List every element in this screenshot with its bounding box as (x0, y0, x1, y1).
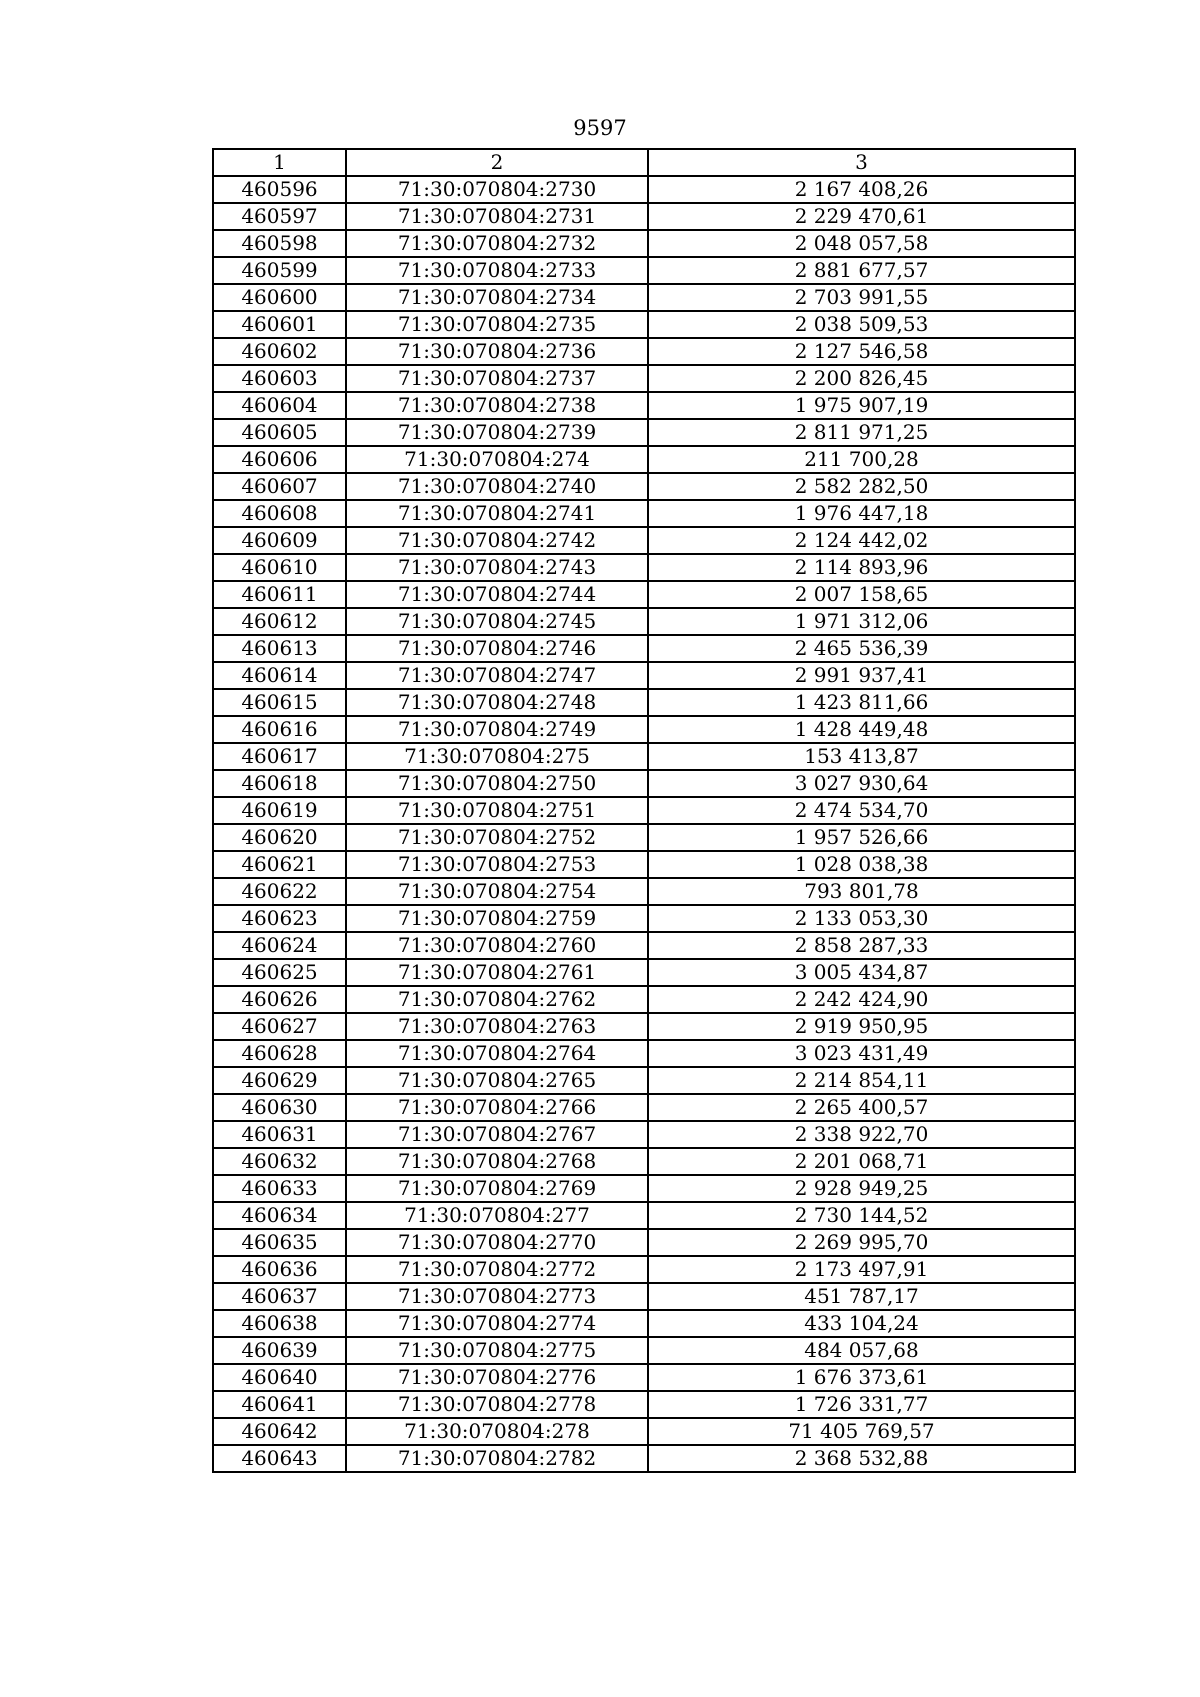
row-number-cell: 460609 (213, 527, 346, 554)
cadastral-value-cell: 1 676 373,61 (648, 1364, 1075, 1391)
table-row (213, 1418, 1075, 1445)
row-number-cell: 460605 (213, 419, 346, 446)
table-row (213, 1310, 1075, 1337)
row-number-cell: 460612 (213, 608, 346, 635)
row-number-cell: 460610 (213, 554, 346, 581)
cadastral-number-cell: 71:30:070804:2737 (346, 365, 648, 392)
row-number-cell: 460619 (213, 797, 346, 824)
row-number-cell: 460642 (213, 1418, 346, 1445)
cadastral-value-cell: 2 881 677,57 (648, 257, 1075, 284)
row-number-cell: 460637 (213, 1283, 346, 1310)
row-number-cell: 460598 (213, 230, 346, 257)
row-number-cell: 460615 (213, 689, 346, 716)
cadastral-number-cell: 71:30:070804:2761 (346, 959, 648, 986)
cadastral-value-cell: 2 265 400,57 (648, 1094, 1075, 1121)
table-row (213, 1337, 1075, 1364)
table-row (213, 716, 1075, 743)
cadastral-number-cell: 71:30:070804:2750 (346, 770, 648, 797)
table-row (213, 1256, 1075, 1283)
cadastral-value-cell: 433 104,24 (648, 1310, 1075, 1337)
row-number-cell: 460624 (213, 932, 346, 959)
cadastral-value-cell: 2 114 893,96 (648, 554, 1075, 581)
row-number-cell: 460632 (213, 1148, 346, 1175)
table-row (213, 1202, 1075, 1229)
cadastral-value-cell: 2 991 937,41 (648, 662, 1075, 689)
cadastral-number-cell: 71:30:070804:2738 (346, 392, 648, 419)
cadastral-value-cell: 793 801,78 (648, 878, 1075, 905)
cadastral-number-cell: 71:30:070804:2730 (346, 176, 648, 203)
cadastral-value-cell: 451 787,17 (648, 1283, 1075, 1310)
row-number-cell: 460629 (213, 1067, 346, 1094)
row-number-cell: 460643 (213, 1445, 346, 1472)
table-row (213, 662, 1075, 689)
cadastral-number-cell: 71:30:070804:274 (346, 446, 648, 473)
row-number-cell: 460596 (213, 176, 346, 203)
row-number-cell: 460597 (213, 203, 346, 230)
cadastral-value-cell: 2 582 282,50 (648, 473, 1075, 500)
cadastral-number-cell: 71:30:070804:2763 (346, 1013, 648, 1040)
row-number-cell: 460606 (213, 446, 346, 473)
table-row (213, 257, 1075, 284)
table-body (213, 149, 1075, 1472)
row-number-cell: 460614 (213, 662, 346, 689)
row-number-cell: 460622 (213, 878, 346, 905)
table-row (213, 1283, 1075, 1310)
table-row (213, 1067, 1075, 1094)
table-row (213, 176, 1075, 203)
table-row (213, 770, 1075, 797)
cadastral-number-cell: 71:30:070804:2765 (346, 1067, 648, 1094)
table-row (213, 743, 1075, 770)
row-number-cell: 460631 (213, 1121, 346, 1148)
cadastral-number-cell: 71:30:070804:277 (346, 1202, 648, 1229)
cadastral-number-cell: 71:30:070804:2745 (346, 608, 648, 635)
table-row (213, 1445, 1075, 1472)
cadastral-number-cell: 71:30:070804:2782 (346, 1445, 648, 1472)
table-header-row (213, 149, 1075, 176)
row-number-cell: 460608 (213, 500, 346, 527)
table-row (213, 203, 1075, 230)
table-row (213, 554, 1075, 581)
row-number-cell: 460638 (213, 1310, 346, 1337)
cadastral-number-cell: 71:30:070804:2739 (346, 419, 648, 446)
table-row (213, 797, 1075, 824)
cadastral-value-cell: 2 465 536,39 (648, 635, 1075, 662)
cadastral-number-cell: 71:30:070804:2731 (346, 203, 648, 230)
table-row (213, 527, 1075, 554)
table-row (213, 1040, 1075, 1067)
cadastral-number-cell: 71:30:070804:2752 (346, 824, 648, 851)
table-row (213, 230, 1075, 257)
cadastral-value-cell: 2 703 991,55 (648, 284, 1075, 311)
cadastral-value-cell: 2 038 509,53 (648, 311, 1075, 338)
cadastral-value-table (212, 148, 1076, 1473)
cadastral-number-cell: 71:30:070804:2734 (346, 284, 648, 311)
cadastral-number-cell: 71:30:070804:2773 (346, 1283, 648, 1310)
cadastral-number-cell: 71:30:070804:2748 (346, 689, 648, 716)
table-row (213, 581, 1075, 608)
cadastral-number-cell: 71:30:070804:2766 (346, 1094, 648, 1121)
cadastral-value-cell: 153 413,87 (648, 743, 1075, 770)
cadastral-value-cell: 1 726 331,77 (648, 1391, 1075, 1418)
cadastral-value-cell: 2 173 497,91 (648, 1256, 1075, 1283)
page-number: 9597 (573, 116, 627, 140)
cadastral-number-cell: 71:30:070804:2774 (346, 1310, 648, 1337)
table-row (213, 1175, 1075, 1202)
cadastral-number-cell: 71:30:070804:2776 (346, 1364, 648, 1391)
table-row (213, 932, 1075, 959)
cadastral-value-cell: 2 048 057,58 (648, 230, 1075, 257)
cadastral-value-cell: 1 028 038,38 (648, 851, 1075, 878)
table-row (213, 1094, 1075, 1121)
cadastral-value-cell: 2 229 470,61 (648, 203, 1075, 230)
row-number-cell: 460617 (213, 743, 346, 770)
row-number-cell: 460630 (213, 1094, 346, 1121)
row-number-cell: 460620 (213, 824, 346, 851)
row-number-cell: 460626 (213, 986, 346, 1013)
cadastral-number-cell: 71:30:070804:2743 (346, 554, 648, 581)
cadastral-value-cell: 1 975 907,19 (648, 392, 1075, 419)
cadastral-number-cell: 71:30:070804:2775 (346, 1337, 648, 1364)
table-row (213, 878, 1075, 905)
row-number-cell: 460636 (213, 1256, 346, 1283)
row-number-cell: 460611 (213, 581, 346, 608)
table-row (213, 1148, 1075, 1175)
cadastral-number-cell: 71:30:070804:2767 (346, 1121, 648, 1148)
table-row (213, 1013, 1075, 1040)
cadastral-number-cell: 71:30:070804:2768 (346, 1148, 648, 1175)
table-row (213, 446, 1075, 473)
cadastral-number-cell: 71:30:070804:2753 (346, 851, 648, 878)
table-row (213, 959, 1075, 986)
cadastral-value-cell: 1 423 811,66 (648, 689, 1075, 716)
table-row (213, 905, 1075, 932)
cadastral-value-cell: 2 201 068,71 (648, 1148, 1075, 1175)
cadastral-value-cell: 2 242 424,90 (648, 986, 1075, 1013)
cadastral-number-cell: 71:30:070804:275 (346, 743, 648, 770)
row-number-cell: 460616 (213, 716, 346, 743)
cadastral-value-cell: 2 124 442,02 (648, 527, 1075, 554)
cadastral-number-cell: 71:30:070804:2735 (346, 311, 648, 338)
cadastral-number-cell: 71:30:070804:2746 (346, 635, 648, 662)
cadastral-number-cell: 71:30:070804:2751 (346, 797, 648, 824)
cadastral-value-cell: 2 127 546,58 (648, 338, 1075, 365)
cadastral-value-cell: 2 730 144,52 (648, 1202, 1075, 1229)
cadastral-number-cell: 71:30:070804:2778 (346, 1391, 648, 1418)
cadastral-number-cell: 71:30:070804:2754 (346, 878, 648, 905)
cadastral-value-cell: 1 971 312,06 (648, 608, 1075, 635)
table-row (213, 608, 1075, 635)
cadastral-value-cell: 2 338 922,70 (648, 1121, 1075, 1148)
row-number-cell: 460602 (213, 338, 346, 365)
row-number-cell: 460640 (213, 1364, 346, 1391)
table-row (213, 284, 1075, 311)
cadastral-value-cell: 211 700,28 (648, 446, 1075, 473)
table-row (213, 1391, 1075, 1418)
row-number-cell: 460625 (213, 959, 346, 986)
cadastral-value-cell: 71 405 769,57 (648, 1418, 1075, 1445)
cadastral-value-cell: 1 957 526,66 (648, 824, 1075, 851)
row-number-cell: 460623 (213, 905, 346, 932)
table-row (213, 338, 1075, 365)
row-number-cell: 460639 (213, 1337, 346, 1364)
cadastral-value-cell: 3 027 930,64 (648, 770, 1075, 797)
row-number-cell: 460599 (213, 257, 346, 284)
cadastral-number-cell: 71:30:070804:2747 (346, 662, 648, 689)
cadastral-number-cell: 71:30:070804:2732 (346, 230, 648, 257)
cadastral-value-cell: 3 005 434,87 (648, 959, 1075, 986)
cadastral-number-cell: 71:30:070804:2749 (346, 716, 648, 743)
cadastral-number-cell: 71:30:070804:2770 (346, 1229, 648, 1256)
table-row (213, 419, 1075, 446)
row-number-cell: 460604 (213, 392, 346, 419)
table-row (213, 473, 1075, 500)
cadastral-value-cell: 2 858 287,33 (648, 932, 1075, 959)
table-row (213, 311, 1075, 338)
cadastral-number-cell: 71:30:070804:2760 (346, 932, 648, 959)
cadastral-number-cell: 71:30:070804:2741 (346, 500, 648, 527)
table-row (213, 392, 1075, 419)
cadastral-number-cell: 71:30:070804:2744 (346, 581, 648, 608)
cadastral-value-cell: 1 976 447,18 (648, 500, 1075, 527)
cadastral-value-cell: 2 200 826,45 (648, 365, 1075, 392)
cadastral-value-cell: 2 007 158,65 (648, 581, 1075, 608)
cadastral-value-cell: 2 811 971,25 (648, 419, 1075, 446)
table-row (213, 851, 1075, 878)
cadastral-number-cell: 71:30:070804:2759 (346, 905, 648, 932)
row-number-cell: 460607 (213, 473, 346, 500)
table-row (213, 1121, 1075, 1148)
row-number-cell: 460618 (213, 770, 346, 797)
cadastral-number-cell: 71:30:070804:2762 (346, 986, 648, 1013)
cadastral-value-cell: 484 057,68 (648, 1337, 1075, 1364)
column-header-2: 2 (346, 149, 648, 176)
row-number-cell: 460601 (213, 311, 346, 338)
cadastral-value-cell: 2 167 408,26 (648, 176, 1075, 203)
cadastral-value-cell: 2 928 949,25 (648, 1175, 1075, 1202)
table-row (213, 1229, 1075, 1256)
row-number-cell: 460633 (213, 1175, 346, 1202)
cadastral-number-cell: 71:30:070804:2769 (346, 1175, 648, 1202)
cadastral-value-cell: 2 269 995,70 (648, 1229, 1075, 1256)
table-row (213, 635, 1075, 662)
row-number-cell: 460627 (213, 1013, 346, 1040)
cadastral-value-cell: 2 368 532,88 (648, 1445, 1075, 1472)
column-header-3: 3 (648, 149, 1075, 176)
cadastral-number-cell: 71:30:070804:2740 (346, 473, 648, 500)
cadastral-number-cell: 71:30:070804:2733 (346, 257, 648, 284)
table-row (213, 500, 1075, 527)
row-number-cell: 460635 (213, 1229, 346, 1256)
table-row (213, 824, 1075, 851)
row-number-cell: 460621 (213, 851, 346, 878)
cadastral-number-cell: 71:30:070804:2772 (346, 1256, 648, 1283)
cadastral-value-cell: 3 023 431,49 (648, 1040, 1075, 1067)
cadastral-value-cell: 1 428 449,48 (648, 716, 1075, 743)
cadastral-number-cell: 71:30:070804:2736 (346, 338, 648, 365)
cadastral-number-cell: 71:30:070804:2764 (346, 1040, 648, 1067)
cadastral-number-cell: 71:30:070804:2742 (346, 527, 648, 554)
cadastral-number-cell: 71:30:070804:278 (346, 1418, 648, 1445)
row-number-cell: 460628 (213, 1040, 346, 1067)
row-number-cell: 460634 (213, 1202, 346, 1229)
row-number-cell: 460641 (213, 1391, 346, 1418)
table-row (213, 986, 1075, 1013)
column-header-1: 1 (213, 149, 346, 176)
cadastral-value-cell: 2 474 534,70 (648, 797, 1075, 824)
table-row (213, 1364, 1075, 1391)
table-row (213, 689, 1075, 716)
row-number-cell: 460603 (213, 365, 346, 392)
row-number-cell: 460600 (213, 284, 346, 311)
cadastral-value-cell: 2 133 053,30 (648, 905, 1075, 932)
row-number-cell: 460613 (213, 635, 346, 662)
cadastral-value-cell: 2 214 854,11 (648, 1067, 1075, 1094)
cadastral-value-cell: 2 919 950,95 (648, 1013, 1075, 1040)
table-row (213, 365, 1075, 392)
